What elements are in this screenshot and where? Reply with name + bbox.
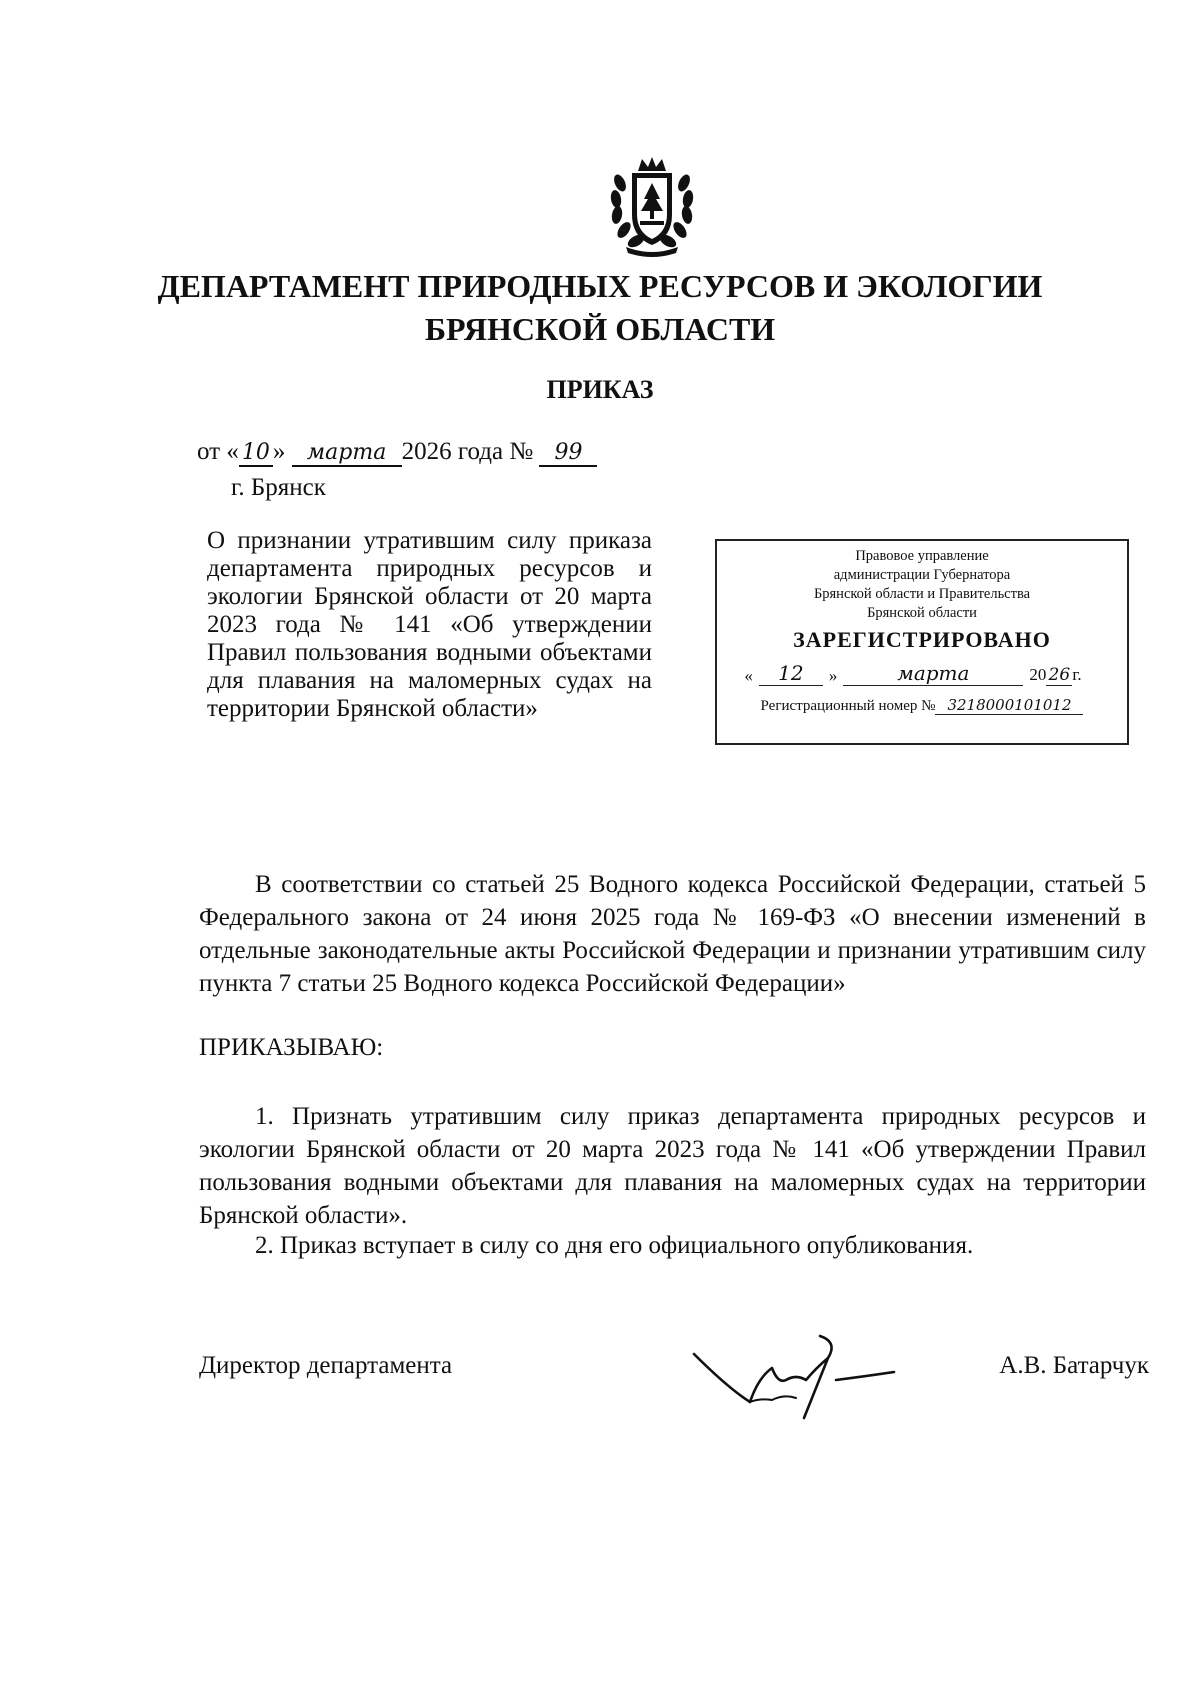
stamp-line4: Брянской области	[867, 605, 977, 621]
date-day: 10	[239, 440, 273, 467]
stamp-year-suffix: 26	[1046, 665, 1072, 686]
order-item-2: 2. Приказ вступает в силу со дня его официального опубликования.	[255, 1232, 974, 1259]
preamble-paragraph: В соответствии со статьей 25 Водного кодекса Российской Федерации, статьей 5 Федерального закона от 24 июня 2025 года № 169-ФЗ «О внесении изменений в отдельные законодательные акты Российской Федерации и признании утратившим силу пункта 7 статьи 25 Водного кодекса Российской Федерации»	[199, 871, 1146, 997]
stamp-date-sep: »	[828, 666, 838, 685]
stamp-date	[717, 661, 1127, 686]
stamp-year-end: г.	[1072, 665, 1082, 684]
stamp-day: 12	[759, 661, 823, 686]
stamp-year-prefix: 20	[1029, 665, 1047, 684]
date-month: марта	[292, 440, 402, 467]
date-prefix: от «	[197, 438, 239, 465]
signatory-name: А.В. Батарчук	[999, 1352, 1149, 1379]
signatory-position: Директор департамента	[199, 1352, 453, 1379]
order-number: 99	[539, 440, 597, 467]
stamp-date-open: «	[744, 666, 753, 685]
stamp-line3: Брянской области и Правительства	[813, 586, 1031, 602]
stamp-reg-number: 3218000101012	[935, 696, 1083, 715]
order-item-1: 1. Признать утратившим силу приказ департамента природных ресурсов и экологии Брянской области от 20 марта 2023 года № 141 «Об утверждении Правил пользования водными объектами для плавания на маломерных судах на территории Брянской области».	[199, 1103, 1146, 1229]
stamp-month: марта	[843, 661, 1023, 686]
date-year-text: 2026 года №	[401, 438, 534, 465]
stamp-registration-number	[717, 696, 1127, 715]
date-separator: »	[272, 438, 292, 465]
order-keyword: ПРИКАЗЫВАЮ:	[199, 1034, 384, 1061]
handwritten-signature-icon	[688, 1328, 900, 1420]
date-number-line	[197, 438, 597, 467]
department-name-line2: БРЯНСКОЙ ОБЛАСТИ	[424, 311, 776, 347]
order-subject: О признании утратившим силу приказа департамента природных ресурсов и экологии Брянской области от 20 марта 2023 года № 141 «Об утверждении Правил пользования водными объектами для плавания на маломерных судах на территории Брянской области»	[207, 527, 652, 722]
stamp-line1: Правовое управление	[855, 548, 989, 564]
coat-of-arms-icon	[606, 153, 698, 261]
stamp-reg-label: Регистрационный номер №	[760, 698, 936, 714]
city-name: г. Брянск	[231, 474, 326, 501]
registration-stamp	[715, 539, 1129, 745]
stamp-registered-label: ЗАРЕГИСТРИРОВАНО	[793, 627, 1051, 652]
stamp-line2: администрации Губернатора	[833, 567, 1011, 583]
document-type-title: ПРИКАЗ	[546, 375, 654, 404]
department-name-line1: ДЕПАРТАМЕНТ ПРИРОДНЫХ РЕСУРСОВ И ЭКОЛОГИИ	[157, 268, 1043, 304]
